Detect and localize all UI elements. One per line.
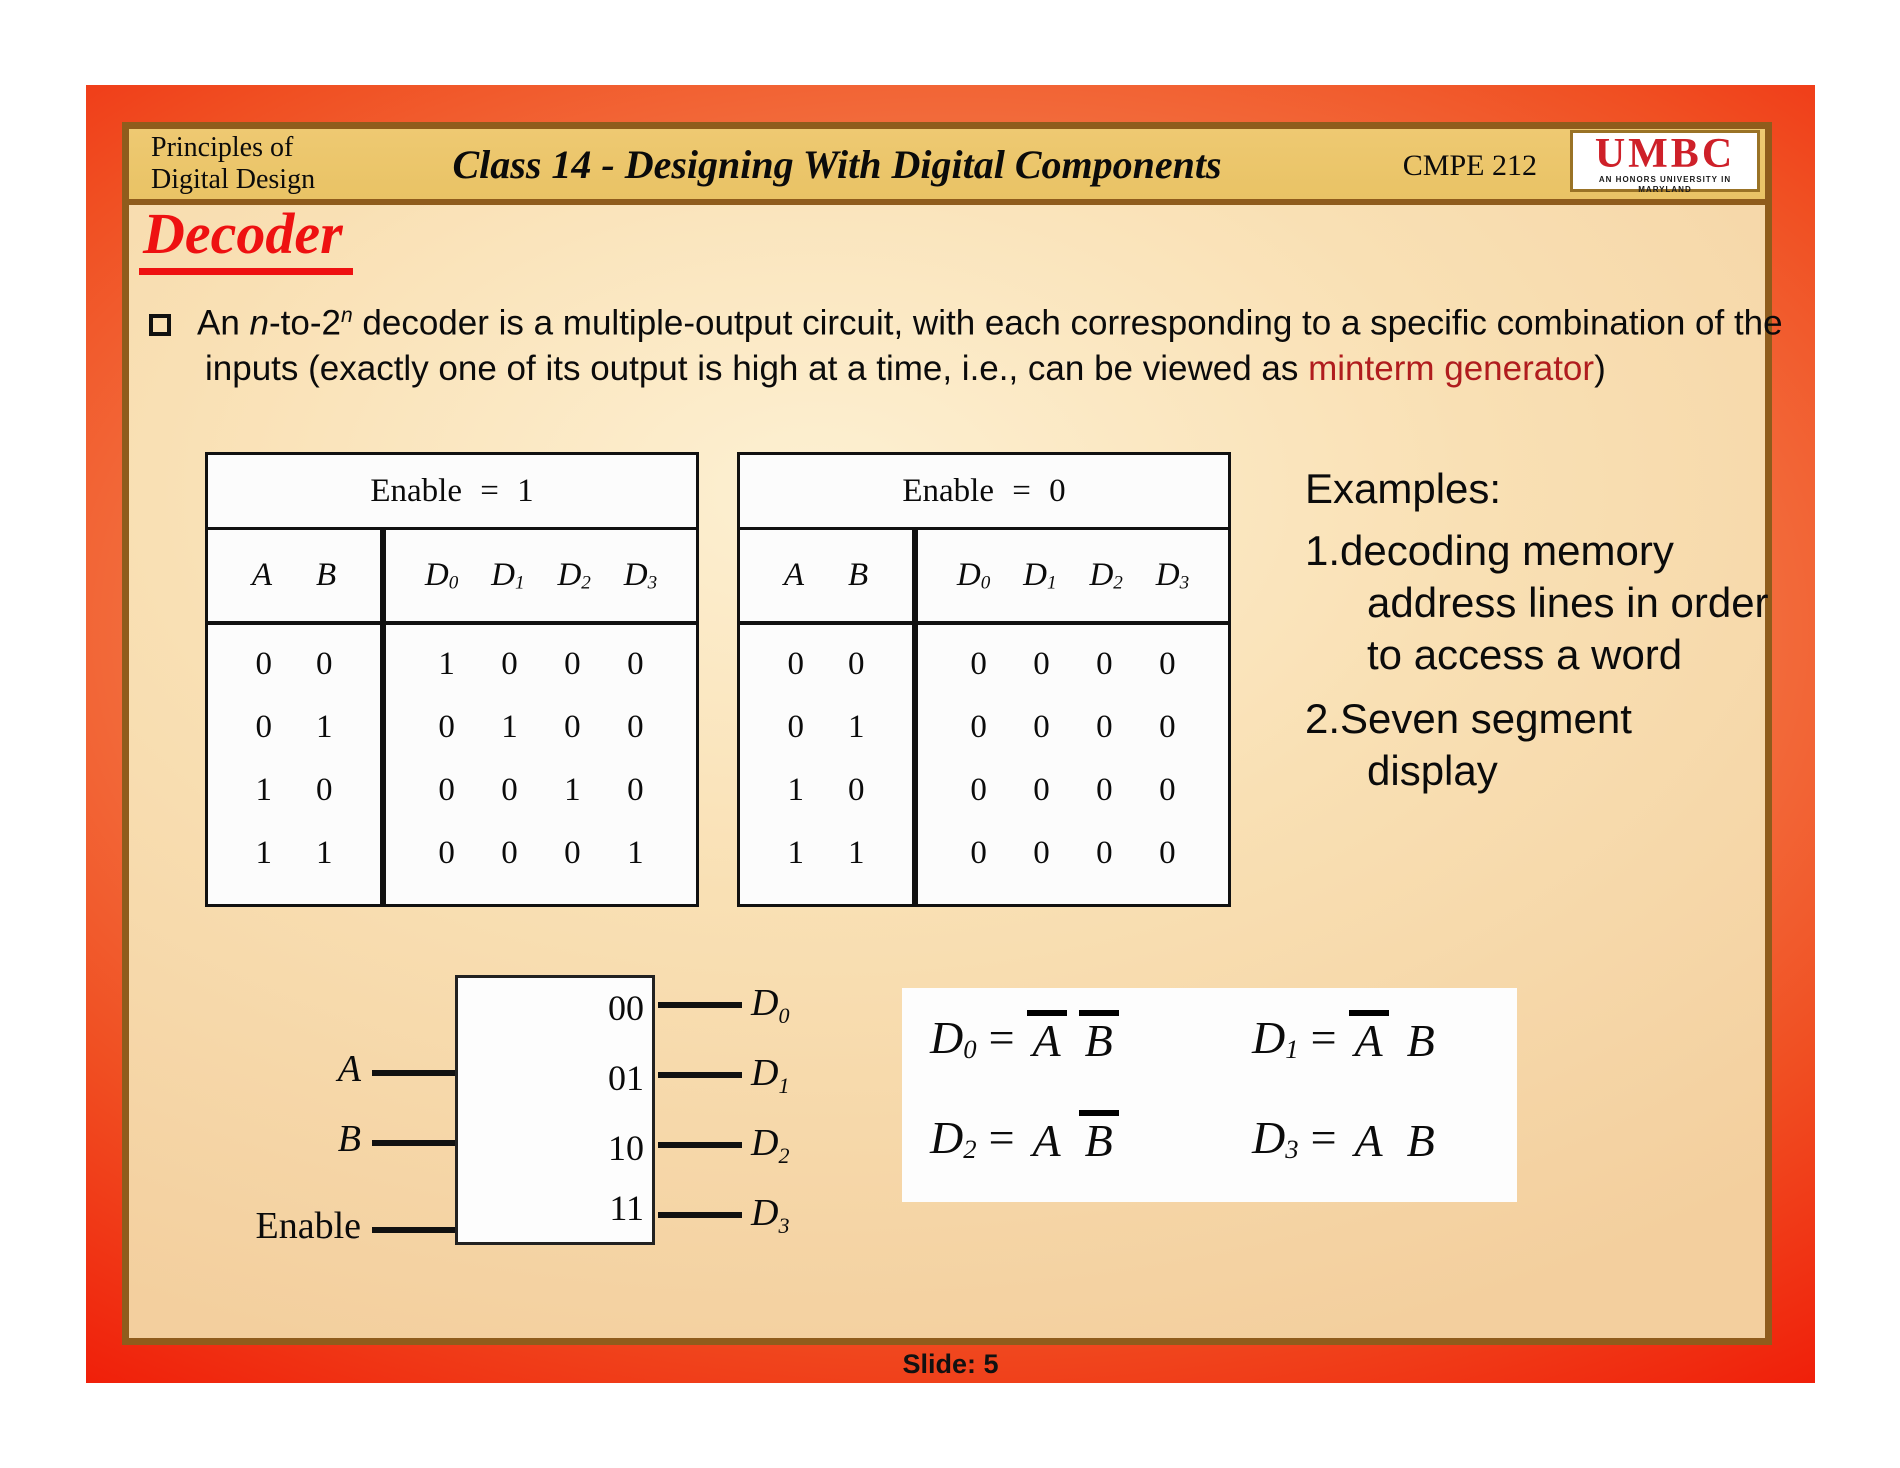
input-label-b: B (337, 1118, 361, 1160)
col-header-d1: D1 (1023, 556, 1057, 594)
input-wire-a (372, 1070, 455, 1076)
table2-input-headers (740, 530, 912, 625)
example-item-2: 2.Seven segment display (1305, 695, 1632, 794)
slide-content-frame (122, 122, 1783, 1345)
decoder-slot-01: 01 (608, 1058, 644, 1098)
input-label-a: A (337, 1048, 361, 1090)
input-wire-b (372, 1140, 455, 1146)
output-label-d2: $D_2$ (751, 1122, 790, 1168)
table1-title: Enable = 1 (208, 455, 696, 530)
table2-body (740, 530, 1228, 904)
decoder-slot-11: 11 (609, 1188, 644, 1228)
course-name-line2: Digital Design (151, 164, 316, 195)
col-header-b: B (316, 557, 337, 593)
bullet-text-1: An (197, 303, 250, 343)
slide-header (129, 129, 1765, 205)
table1-body (208, 530, 696, 904)
col-header-d1: D1 (491, 556, 525, 594)
col-header-d3: D3 (1155, 556, 1190, 594)
example-item-1: 1.decoding memory address lines in order to access a word (1305, 527, 1769, 678)
slide-number: Slide: 5 (902, 1349, 999, 1379)
input-label-enable: Enable (255, 1205, 361, 1247)
bullet-text-3: decoder is a multiple-output circuit, with each corresponding to a specific combination of the inputs (exactly one of its output is high at a time, i.e., can be viewed as (205, 303, 1783, 388)
table2-output-headers (918, 530, 1228, 625)
col-header-a: A (251, 557, 272, 593)
equation-d1: D1 = A B (1252, 1011, 1435, 1066)
equations-panel (902, 988, 1517, 1202)
table2-input-rows (740, 625, 912, 885)
umbc-logo-wordmark: UMBC (1594, 131, 1736, 177)
examples-block (1305, 463, 1770, 809)
table2-output-rows (918, 625, 1228, 885)
decoder-slot-10: 10 (608, 1128, 644, 1168)
table-row: 0 0 0 0 (970, 835, 1176, 871)
output-wire-d0 (658, 1002, 742, 1008)
page-title: Decoder (139, 203, 353, 275)
table1-output-headers (386, 530, 696, 625)
decoder-slot-00: 00 (608, 988, 644, 1028)
table-row: 1 0 (255, 772, 333, 808)
col-header-d2: D2 (1089, 556, 1123, 594)
table-row: 0 1 (787, 709, 865, 745)
table-row: 0 1 (255, 709, 333, 745)
table2-title: Enable = 0 (740, 455, 1228, 530)
table-row: 0 0 0 0 (970, 646, 1176, 682)
table-row: 0 0 1 0 (438, 772, 644, 808)
output-wire-d1 (658, 1072, 742, 1078)
input-wire-enable (372, 1227, 455, 1233)
col-header-d3: D3 (623, 556, 658, 594)
table-row: 1 0 (787, 772, 865, 808)
bullet-text-4: ) (1594, 348, 1606, 388)
output-label-d1: $D_1$ (751, 1052, 790, 1098)
table1-output-column (386, 530, 696, 904)
table-row: 1 0 0 0 (438, 646, 644, 682)
course-name (151, 132, 315, 196)
table-row: 1 1 (255, 835, 333, 871)
umbc-logo (1570, 130, 1760, 192)
equation-d3: D3 = A B (1252, 1111, 1435, 1166)
table2-output-column (918, 530, 1228, 904)
table1-input-rows (208, 625, 380, 885)
table-row: 0 0 0 0 (970, 772, 1176, 808)
table-row: 0 0 0 1 (438, 835, 644, 871)
table-row: 0 1 0 0 (438, 709, 644, 745)
bullet-text-2: -to-2 (269, 303, 341, 343)
equation-d0: D0 = A B (930, 1010, 1119, 1065)
col-header-b: B (848, 557, 869, 593)
col-header-a: A (783, 557, 804, 593)
examples-heading: Examples: (1305, 465, 1502, 512)
bullet-exponent-n: n (340, 304, 353, 327)
output-wire-d2 (658, 1142, 742, 1148)
col-header-d0: D0 (956, 556, 991, 594)
output-label-d3: $D_3$ (751, 1192, 790, 1238)
table-row: 0 0 (787, 646, 865, 682)
output-label-d0: $D_0$ (751, 982, 790, 1028)
equation-d2: D2 = A B (930, 1110, 1119, 1165)
class-title: Class 14 - Designing With Digital Components (452, 142, 1222, 187)
table1-input-headers (208, 530, 380, 625)
decoder-block (455, 975, 655, 1245)
truth-table-enable-0 (737, 452, 1231, 907)
course-name-line1: Principles of (151, 132, 294, 163)
course-code: CMPE 212 (1402, 149, 1537, 182)
bullet-paragraph (149, 293, 1795, 391)
col-header-d0: D0 (424, 556, 459, 594)
table-row: 0 0 (255, 646, 333, 682)
table-row: 0 0 0 0 (970, 709, 1176, 745)
umbc-logo-tagline: AN HONORS UNIVERSITY IN MARYLAND (1598, 175, 1732, 194)
table-row: 1 1 (787, 835, 865, 871)
col-header-d2: D2 (557, 556, 591, 594)
table2-input-column (740, 530, 918, 904)
truth-table-enable-1 (205, 452, 699, 907)
table1-input-column (208, 530, 386, 904)
bullet-highlight: minterm generator (1308, 348, 1595, 388)
table1-output-rows (386, 625, 696, 885)
bullet-var-n: n (249, 303, 270, 343)
output-wire-d3 (658, 1212, 742, 1218)
bullet-square-icon (149, 314, 171, 336)
